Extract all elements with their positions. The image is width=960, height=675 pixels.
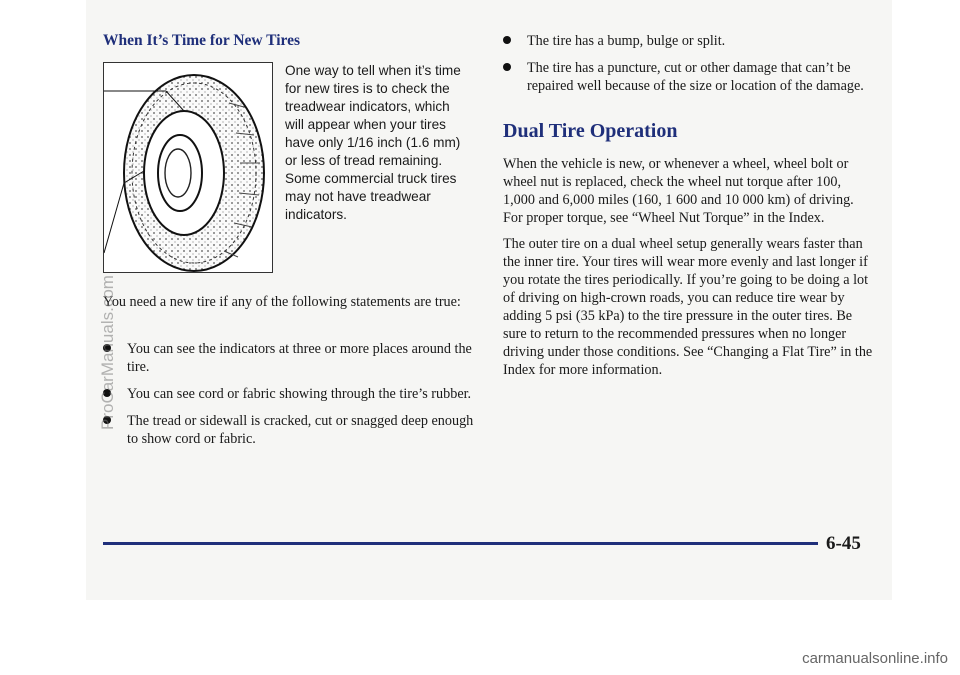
damage-conditions-list — [503, 32, 875, 104]
footer-watermark: carmanualsonline.info — [802, 650, 948, 667]
section-title-dual-tire-operation: Dual Tire Operation — [503, 120, 678, 142]
page-number: 6-45 — [826, 533, 861, 554]
list-item: You can see the indicators at three or more places around the tire. — [103, 340, 478, 376]
new-tire-conditions-list — [103, 340, 478, 457]
bullet-icon — [503, 63, 511, 71]
treadwear-indicator-text: One way to tell when it’s time for new tires is to check the treadwear indicators, which will appear when your tires have only 1/16 inch (1.6 mm) or less of tread remaining. Some commercial truck tires may not have treadwear indicators. — [285, 63, 461, 222]
section-title-new-tires: When It’s Time for New Tires — [103, 32, 301, 49]
list-item: The tire has a puncture, cut or other damage that can’t be repaired well because of the size or location of the damage. — [503, 59, 875, 95]
new-tire-intro: You need a new tire if any of the following statements are true: — [103, 294, 461, 310]
tire-icon — [104, 63, 272, 272]
bullet-icon — [503, 36, 511, 44]
list-item: The tread or sidewall is cracked, cut or snagged deep enough to show cord or fabric. — [103, 412, 478, 448]
dual-tire-body — [503, 155, 875, 387]
tire-illustration — [103, 62, 273, 273]
side-watermark: ProCarManuals.com — [98, 275, 117, 430]
footer-rule — [103, 542, 818, 545]
list-item: The tire has a bump, bulge or split. — [503, 32, 875, 50]
list-item: You can see cord or fabric showing through the tire’s rubber. — [103, 385, 478, 403]
dual-tire-paragraph-torque: When the vehicle is new, or whenever a wheel, wheel bolt or wheel nut is replaced, check the wheel nut torque after 100, 1,000 and 6,000 miles (160, 1 600 and 10 000 km) of driving. For proper torque, see “Wheel Nut Torque” in the Index. — [503, 156, 854, 226]
dual-tire-paragraph-wear: The outer tire on a dual wheel setup generally wears faster than the inner tire. Your tires will wear more evenly and last longer if you rotate the tires periodically. If you’re going to be doing a lot of driving on high-crown roads, you can reduce tire wear by adding 5 psi (35 kPa) to the tire pressure in the outer tires. Be sure to return to the recommended pressures when no longer driving under those conditions. See “Changing a Flat Tire” in the Index for more information. — [503, 236, 873, 378]
